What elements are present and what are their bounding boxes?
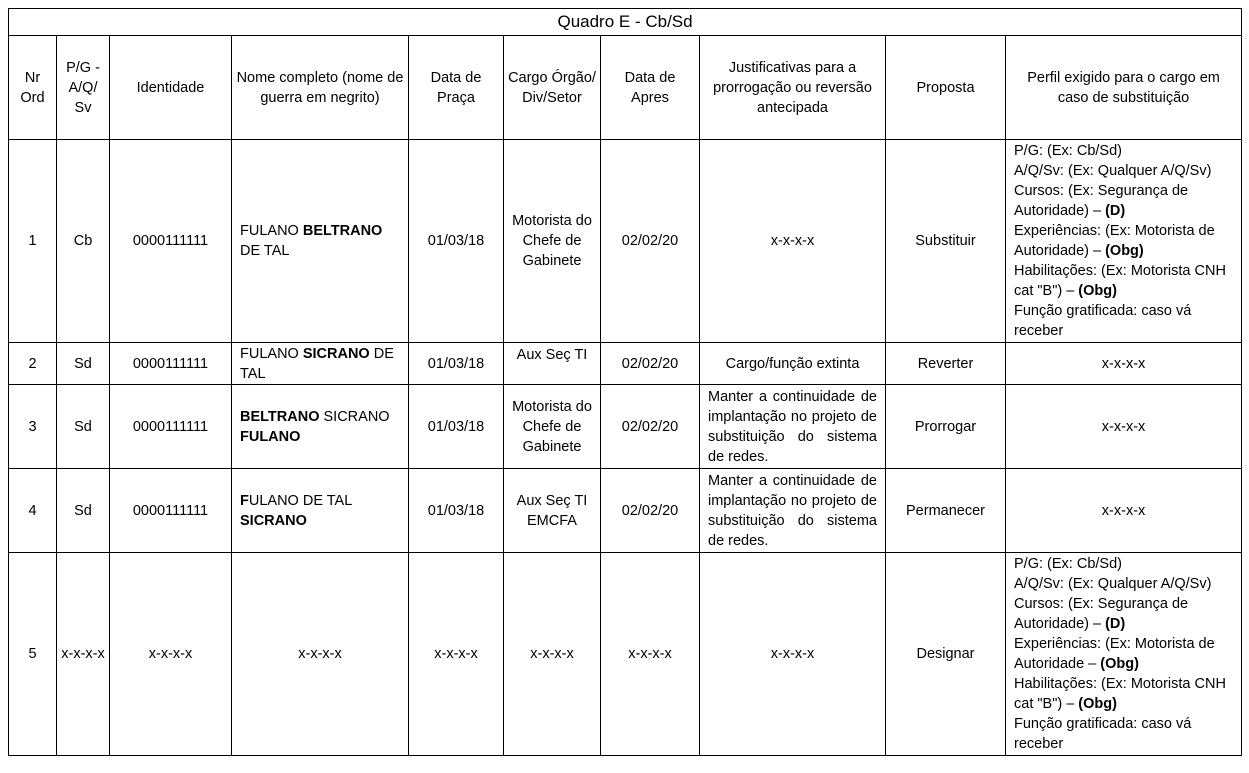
cell-justificativa: Manter a continuidade de implantação no projeto de substituição do sistema de redes. (700, 385, 886, 469)
cell-justificativa: Manter a continuidade de implantação no projeto de substituição do sistema de redes. (700, 469, 886, 553)
cell-perfil: x-x-x-x (1006, 343, 1242, 385)
table-row (9, 469, 1242, 553)
perfil-aq: A/Q/Sv: (Ex: Qualquer A/Q/Sv) (1014, 576, 1212, 592)
header-identidade: Identidade (110, 36, 232, 140)
cell-nr: 2 (9, 343, 57, 385)
cell-perfil (1006, 553, 1242, 756)
header-data-apres: Data de Apres (601, 36, 700, 140)
header-perfil: Perfil exigido para o cargo em caso de substituição (1006, 36, 1242, 140)
cell-nome: x-x-x-x (232, 553, 409, 756)
cell-proposta: Permanecer (886, 469, 1006, 553)
table-row (9, 343, 1242, 385)
perfil-cursos: Cursos: (Ex: Segurança de Autoridade) – (D) (1014, 183, 1189, 219)
nome-part: DE TAL (240, 345, 394, 382)
perfil-experiencias: Experiências: (Ex: Motorista de Autoridade) – (Obg) (1014, 223, 1215, 259)
perfil-aq: A/Q/Sv: (Ex: Qualquer A/Q/Sv) (1014, 163, 1212, 179)
cell-identidade: 0000111111 (110, 140, 232, 343)
header-row (9, 36, 1242, 140)
cell-cargo: Aux Seç TI EMCFA (504, 469, 601, 553)
cell-pg: Sd (57, 343, 110, 385)
perfil-pg: P/G: (Ex: Cb/Sd) (1014, 556, 1122, 572)
cell-proposta: Reverter (886, 343, 1006, 385)
cell-justificativa: x-x-x-x (700, 140, 886, 343)
cell-cargo: Motorista do Chefe de Gabinete (504, 385, 601, 469)
perfil-habilitacoes: Habilitações: (Ex: Motorista CNH cat "B") – (Obg) (1014, 676, 1226, 712)
table-row (9, 140, 1242, 343)
cell-data-praca: 01/03/18 (409, 469, 504, 553)
cell-data-praca: x-x-x-x (409, 553, 504, 756)
cell-pg: x-x-x-x (57, 553, 110, 756)
nome-guerra-initial: F (240, 492, 249, 509)
cell-identidade: x-x-x-x (110, 553, 232, 756)
cell-pg: Sd (57, 469, 110, 553)
cell-data-praca: 01/03/18 (409, 343, 504, 385)
cell-cargo: Motorista do Chefe de Gabinete (504, 140, 601, 343)
nome-guerra: FULANO (240, 428, 301, 445)
cell-nome (232, 140, 409, 343)
cell-data-apres: x-x-x-x (601, 553, 700, 756)
cell-perfil (1006, 140, 1242, 343)
header-nome: Nome completo (nome de guerra em negrito) (232, 36, 409, 140)
cell-perfil: x-x-x-x (1006, 469, 1242, 553)
nome-guerra: SICRANO (240, 512, 307, 529)
cell-identidade: 0000111111 (110, 343, 232, 385)
cell-nr: 3 (9, 385, 57, 469)
table-row (9, 385, 1242, 469)
cell-pg: Sd (57, 385, 110, 469)
cell-data-praca: 01/03/18 (409, 140, 504, 343)
cell-cargo: Aux Seç TI (504, 343, 601, 385)
nome-guerra: BELTRANO (302, 223, 383, 239)
cell-data-apres: 02/02/20 (601, 140, 700, 343)
nome-guerra: BELTRANO (240, 408, 320, 425)
nome-guerra: SICRANO (302, 345, 370, 362)
cell-justificativa: x-x-x-x (700, 553, 886, 756)
table-row (9, 553, 1242, 756)
header-data-praca: Data de Praça (409, 36, 504, 140)
cell-proposta: Designar (886, 553, 1006, 756)
cell-cargo: x-x-x-x (504, 553, 601, 756)
nome-part: ULANO DE TAL (248, 492, 352, 509)
quadro-table (8, 8, 1242, 756)
header-cargo: Cargo Órgão/ Div/Setor (504, 36, 601, 140)
nome-part: FULANO (240, 345, 303, 362)
cell-identidade: 0000111111 (110, 469, 232, 553)
table-title: Quadro E - Cb/Sd (9, 9, 1242, 36)
cell-data-apres: 02/02/20 (601, 385, 700, 469)
cell-nome (232, 343, 409, 385)
perfil-funcao: Função gratificada: caso vá receber (1014, 716, 1192, 752)
perfil-pg: P/G: (Ex: Cb/Sd) (1014, 143, 1122, 159)
header-justificativas: Justificativas para a prorrogação ou reversão antecipada (700, 36, 886, 140)
perfil-habilitacoes: Habilitações: (Ex: Motorista CNH cat "B") – (Obg) (1014, 263, 1226, 299)
cell-pg: Cb (57, 140, 110, 343)
cell-identidade: 0000111111 (110, 385, 232, 469)
cell-data-praca: 01/03/18 (409, 385, 504, 469)
header-pg: P/G - A/Q/ Sv (57, 36, 110, 140)
cell-nome (232, 385, 409, 469)
nome-part: SICRANO (319, 408, 390, 425)
nome-part: FULANO (240, 223, 303, 239)
nome-part: DE TAL (240, 243, 290, 259)
perfil-funcao: Função gratificada: caso vá receber (1014, 303, 1192, 339)
cell-data-apres: 02/02/20 (601, 469, 700, 553)
cell-data-apres: 02/02/20 (601, 343, 700, 385)
perfil-experiencias: Experiências: (Ex: Motorista de Autoridade – (Obg) (1014, 636, 1215, 672)
cell-nr: 4 (9, 469, 57, 553)
cell-proposta: Prorrogar (886, 385, 1006, 469)
header-proposta: Proposta (886, 36, 1006, 140)
header-nr-ord: Nr Ord (9, 36, 57, 140)
cell-perfil: x-x-x-x (1006, 385, 1242, 469)
cell-justificativa: Cargo/função extinta (700, 343, 886, 385)
cell-proposta: Substituir (886, 140, 1006, 343)
cell-nome (232, 469, 409, 553)
cell-nr: 5 (9, 553, 57, 756)
cell-nr: 1 (9, 140, 57, 343)
perfil-cursos: Cursos: (Ex: Segurança de Autoridade) – (D) (1014, 596, 1189, 632)
